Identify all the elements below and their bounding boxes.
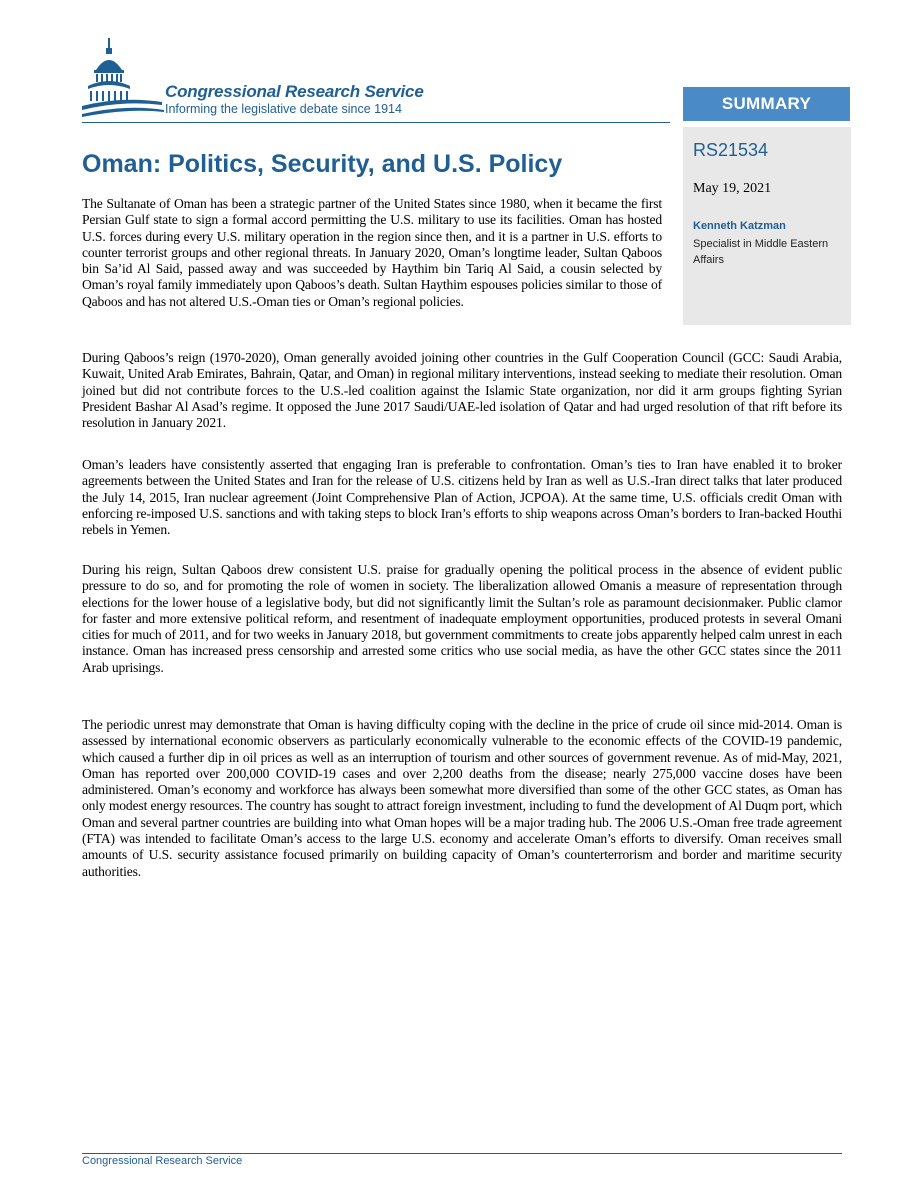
report-id: RS21534 [693,140,769,160]
author-name: Kenneth Katzman [693,220,786,232]
org-name: Congressional Research Service [165,82,424,101]
footer-divider [82,1153,842,1154]
header-divider [82,122,670,123]
report-date: May 19, 2021 [693,181,772,196]
summary-paragraph: The periodic unrest may demonstrate that Oman is having difficulty coping with the decline in the price of crude oil since mid-2014. Oman is assessed by international economic observers as particularly economically vulnerable to the economic effects of the COVID-19 pandemic, which caused a further dip in oil prices as well as an interruption of tourism and other sources of government revenue. As of mid-May, 2021, Oman has reported over 200,000 COVID-19 cases and over 2,200 deaths from the disease; nearly 275,000 vaccine doses have been administered. Oman’s economy and workforce has always been somewhat more diversified than some of the other GCC states, as Oman has only modest energy resources. The country has sought to attract foreign investment, including to fund the development of Al Duqm port, which Oman and several partner countries are building into what Oman hopes will be a major trading hub. The 2006 U.S.-Oman free trade agreement (FTA) was intended to facilitate Oman’s access to the large U.S. economy and accelerate Oman’s efforts to diversify. Oman receives small amounts of U.S. security assistance focused primarily on building capacity of Oman’s counterterrorism and border and maritime security authorities. [82,717,842,879]
summary-paragraph: The Sultanate of Oman has been a strategic partner of the United States since 1980, when it became the first Persian Gulf state to sign a formal accord permitting the U.S. military to use its facilities. Oman has hosted U.S. forces during every U.S. military operation in the region since then, and it is a partner in U.S. efforts to counter terrorist groups and other regional threats. In January 2020, Oman’s longtime leader, Sultan Qaboos bin Sa’id Al Said, passed away and was succeeded by Haythim bin Tariq Al Said, a cousin selected by Oman’s royal family immediately upon Qaboos’s death. Sultan Haythim espouses policies similar to those of Qaboos and has not altered U.S.-Oman ties or Oman’s regional policies. [82,196,662,309]
footer-text: Congressional Research Service [82,1155,243,1167]
page-title: Oman: Politics, Security, and U.S. Policy [82,150,563,178]
summary-paragraph: During his reign, Sultan Qaboos drew consistent U.S. praise for gradually opening the political process in the absence of evident public pressure to do so, and for promoting the role of women in society. The liberalization allowed Omanis a measure of representation through elections for the lower house of a legislative body, but did not significantly limit the Sultan’s role as paramount decisionmaker. Public clamor for faster and more extensive political reform, and resentment of inadequate employment opportunities, produced protests in several Omani cities for much of 2011, and for two weeks in January 2018, but government commitments to create jobs apparently helped calm unrest in each instance. Oman has increased press censorship and arrested some critics who use social media, as have the other GCC states since the 2011 Arab uprisings. [82,562,842,675]
author-title: Specialist in Middle Eastern Affairs [693,238,829,266]
summary-tab: SUMMARY [683,87,850,121]
summary-paragraph: Oman’s leaders have consistently asserted that engaging Iran is preferable to confrontation. Oman’s ties to Iran have enabled it to broker agreements between the United States and Iran for the release of U.S. citizens held by Iran as well as U.S.-Iran direct talks that later produced the July 14, 2015, Iran nuclear agreement (Joint Comprehensive Plan of Action, JCPOA). At the same time, U.S. officials credit Oman with enforcing re-imposed U.S. sanctions and with taking steps to block Iran’s efforts to ship weapons across Oman’s borders to Iran-backed Houthi rebels in Yemen. [82,457,842,538]
summary-paragraph: During Qaboos’s reign (1970-2020), Oman generally avoided joining other countries in the Gulf Cooperation Council (GCC: Saudi Arabia, Kuwait, United Arab Emirates, Bahrain, Qatar, and Oman) in regional military interventions, instead seeking to mediate their resolution. Oman joined but did not contribute forces to the U.S.-led coalition against the Islamic State organization, nor did it arm groups fighting Syrian President Bashar Al Asad’s regime. It opposed the June 2017 Saudi/UAE-led isolation of Qatar and had urged resolution of that rift before its resolution in January 2021. [82,350,842,431]
org-tagline: Informing the legislative debate since 1914 [165,102,402,116]
